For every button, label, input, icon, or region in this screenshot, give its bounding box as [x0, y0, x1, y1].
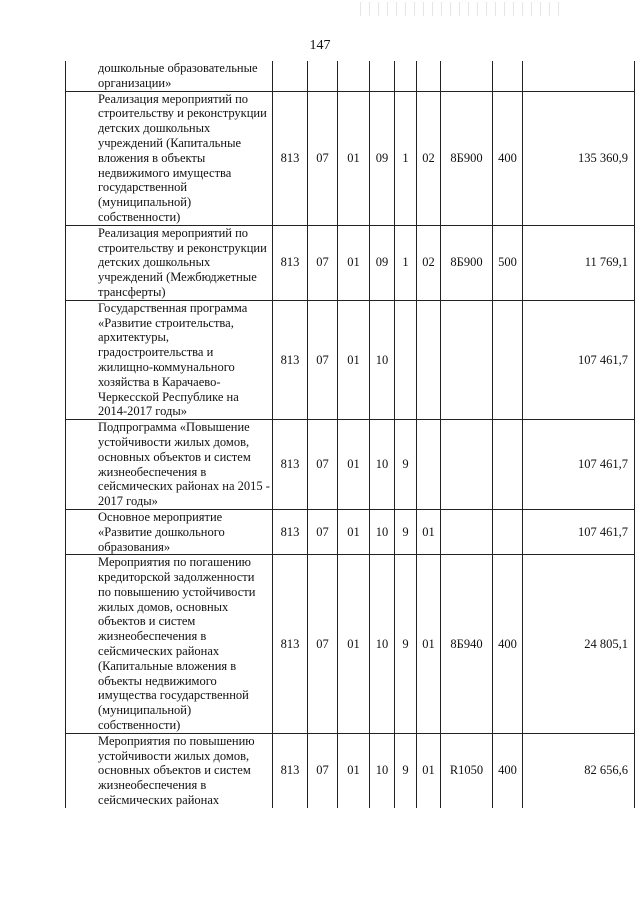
- subprogram-code: 9: [402, 763, 409, 778]
- direction-code: 8Б900: [450, 255, 483, 270]
- table-row: [66, 61, 635, 91]
- direction-code: 8Б940: [450, 636, 483, 651]
- amount-value: 107 461,7: [578, 352, 628, 367]
- direction-cell: [441, 300, 493, 419]
- amount-cell: [523, 91, 635, 225]
- amount-cell: [523, 300, 635, 419]
- program-cell: [370, 61, 395, 91]
- amount-value: 107 461,7: [578, 524, 628, 539]
- direction-code: R1050: [449, 763, 484, 778]
- direction-cell: [441, 225, 493, 300]
- event-cell: [417, 225, 441, 300]
- ministry-code-cell: [273, 300, 308, 419]
- event-cell: [417, 555, 441, 734]
- expense-type-cell: [493, 91, 523, 225]
- event-code: 01: [422, 763, 435, 778]
- section-code: 07: [316, 457, 329, 472]
- expense-name: дошкольные образовательные организации»: [98, 61, 258, 90]
- program-cell: [370, 733, 395, 807]
- ministry-code-cell: [273, 91, 308, 225]
- program-code: 09: [375, 255, 389, 270]
- subprogram-cell: [395, 300, 417, 419]
- expense-name: Реализация мероприятий по строительству и реконструкции детских дошкольных учреждений (Капитальные вложения в объекты недвижимого имущества государственной (муниципальной) собственности): [98, 91, 267, 224]
- subsection-code: 01: [347, 763, 360, 778]
- table-row: [66, 91, 635, 225]
- expense-name-cell: [66, 420, 273, 510]
- program-code: 10: [375, 352, 389, 367]
- direction-cell: [441, 733, 493, 807]
- expense-type-cell: [493, 555, 523, 734]
- amount-cell: [523, 555, 635, 734]
- event-code: 01: [422, 524, 435, 539]
- subsection-code: 01: [347, 457, 360, 472]
- expense-name: Подпрограмма «Повышение устойчивости жилых домов, основных объектов и систем жизнеобеспечения в сейсмических районах на 2015 - 2017 годы»: [98, 420, 270, 509]
- program-code: 10: [375, 524, 389, 539]
- budget-table: [65, 61, 635, 808]
- subprogram-code: 9: [402, 457, 409, 472]
- expense-name-cell: [66, 225, 273, 300]
- direction-cell: [441, 91, 493, 225]
- section-cell: [308, 225, 338, 300]
- ministry-code-cell: [273, 555, 308, 734]
- event-cell: [417, 420, 441, 510]
- amount-value: 135 360,9: [578, 150, 628, 165]
- program-cell: [370, 555, 395, 734]
- ministry-code: 813: [280, 763, 300, 778]
- event-cell: [417, 733, 441, 807]
- expense-type-code: 500: [498, 255, 517, 270]
- expense-name: Государственная программа «Развитие строительства, архитектуры, градостроительства и жилищно-коммунального хозяйства в Карачаево-Черкесской Республике на 2014-2017 годы»: [98, 300, 248, 419]
- subsection-cell: [338, 225, 370, 300]
- program-code: 09: [375, 150, 389, 165]
- ministry-code: 813: [280, 457, 300, 472]
- subsection-cell: [338, 61, 370, 91]
- expense-name: Мероприятия по повышению устойчивости жилых домов, основных объектов и систем жизнеобеспечения в сейсмических районах: [98, 733, 255, 808]
- amount-cell: [523, 733, 635, 807]
- event-code: 01: [422, 636, 435, 651]
- expense-name: Мероприятия по погашению кредиторской задолженности по повышению устойчивости жилых домов, основных объектов и систем жизнеобеспечения в сейсмических районах (Капитальные вложения в объекты недвижимого имущества государственной (муниципальной) собственности): [98, 555, 256, 733]
- expense-type-cell: [493, 509, 523, 554]
- section-cell: [308, 300, 338, 419]
- ministry-code: 813: [280, 524, 300, 539]
- subprogram-cell: [395, 61, 417, 91]
- subsection-cell: [338, 733, 370, 807]
- subsection-code: 01: [347, 255, 360, 270]
- subprogram-cell: [395, 733, 417, 807]
- expense-type-code: 400: [498, 636, 517, 651]
- expense-type-cell: [493, 61, 523, 91]
- expense-type-cell: [493, 225, 523, 300]
- section-cell: [308, 733, 338, 807]
- expense-type-code: 400: [498, 150, 517, 165]
- expense-type-cell: [493, 420, 523, 510]
- ministry-code: 813: [280, 636, 300, 651]
- section-cell: [308, 420, 338, 510]
- direction-cell: [441, 509, 493, 554]
- event-code: 02: [422, 150, 435, 165]
- direction-cell: [441, 61, 493, 91]
- subprogram-code: 1: [402, 150, 409, 165]
- amount-value: 24 805,1: [584, 636, 628, 651]
- direction-code: 8Б900: [450, 150, 483, 165]
- amount-cell: [523, 509, 635, 554]
- section-code: 07: [316, 524, 329, 539]
- amount-value: 11 769,1: [584, 255, 628, 270]
- scan-artifact: [360, 2, 560, 16]
- ministry-code-cell: [273, 733, 308, 807]
- subprogram-cell: [395, 225, 417, 300]
- expense-type-cell: [493, 300, 523, 419]
- ministry-code-cell: [273, 225, 308, 300]
- table-row: [66, 300, 635, 419]
- program-cell: [370, 509, 395, 554]
- event-cell: [417, 300, 441, 419]
- subprogram-cell: [395, 420, 417, 510]
- program-cell: [370, 420, 395, 510]
- table-row: [66, 733, 635, 807]
- section-code: 07: [316, 352, 329, 367]
- table-row: [66, 420, 635, 510]
- subsection-code: 01: [347, 636, 360, 651]
- section-code: 07: [316, 636, 329, 651]
- ministry-code-cell: [273, 61, 308, 91]
- expense-type-cell: [493, 733, 523, 807]
- direction-cell: [441, 555, 493, 734]
- ministry-code: 813: [280, 255, 300, 270]
- amount-cell: [523, 420, 635, 510]
- ministry-code: 813: [280, 352, 300, 367]
- amount-cell: [523, 225, 635, 300]
- program-code: 10: [375, 457, 389, 472]
- subprogram-code: 1: [402, 255, 409, 270]
- section-code: 07: [316, 255, 329, 270]
- event-code: 02: [422, 255, 435, 270]
- expense-name-cell: [66, 61, 273, 91]
- subsection-code: 01: [347, 150, 360, 165]
- subprogram-cell: [395, 555, 417, 734]
- program-cell: [370, 300, 395, 419]
- expense-name-cell: [66, 555, 273, 734]
- program-cell: [370, 225, 395, 300]
- subprogram-cell: [395, 509, 417, 554]
- event-cell: [417, 61, 441, 91]
- section-cell: [308, 509, 338, 554]
- subsection-cell: [338, 509, 370, 554]
- expense-name-cell: [66, 509, 273, 554]
- subprogram-code: 9: [402, 524, 409, 539]
- ministry-code-cell: [273, 420, 308, 510]
- page-number: 147: [309, 38, 331, 53]
- subsection-cell: [338, 91, 370, 225]
- section-cell: [308, 61, 338, 91]
- ministry-code: 813: [280, 150, 300, 165]
- direction-cell: [441, 420, 493, 510]
- expense-name: Реализация мероприятий по строительству и реконструкции детских дошкольных учреждений (Межбюджетные трансферты): [98, 225, 267, 299]
- amount-value: 82 656,6: [584, 763, 628, 778]
- subsection-cell: [338, 300, 370, 419]
- subsection-cell: [338, 420, 370, 510]
- table-row: [66, 555, 635, 734]
- subprogram-cell: [395, 91, 417, 225]
- amount-cell: [523, 61, 635, 91]
- ministry-code-cell: [273, 509, 308, 554]
- expense-name-cell: [66, 91, 273, 225]
- event-cell: [417, 91, 441, 225]
- expense-name: Основное мероприятие «Развитие дошкольного образования»: [98, 509, 225, 554]
- section-cell: [308, 555, 338, 734]
- subsection-cell: [338, 555, 370, 734]
- section-cell: [308, 91, 338, 225]
- event-cell: [417, 509, 441, 554]
- section-code: 07: [316, 150, 329, 165]
- subsection-code: 01: [347, 352, 360, 367]
- expense-name-cell: [66, 300, 273, 419]
- section-code: 07: [316, 763, 329, 778]
- amount-value: 107 461,7: [578, 457, 628, 472]
- expense-name-cell: [66, 733, 273, 807]
- expense-type-code: 400: [498, 763, 517, 778]
- program-code: 10: [375, 763, 389, 778]
- program-code: 10: [375, 636, 389, 651]
- table-row: [66, 225, 635, 300]
- subprogram-code: 9: [402, 636, 409, 651]
- table-row: [66, 509, 635, 554]
- program-cell: [370, 91, 395, 225]
- subsection-code: 01: [347, 524, 360, 539]
